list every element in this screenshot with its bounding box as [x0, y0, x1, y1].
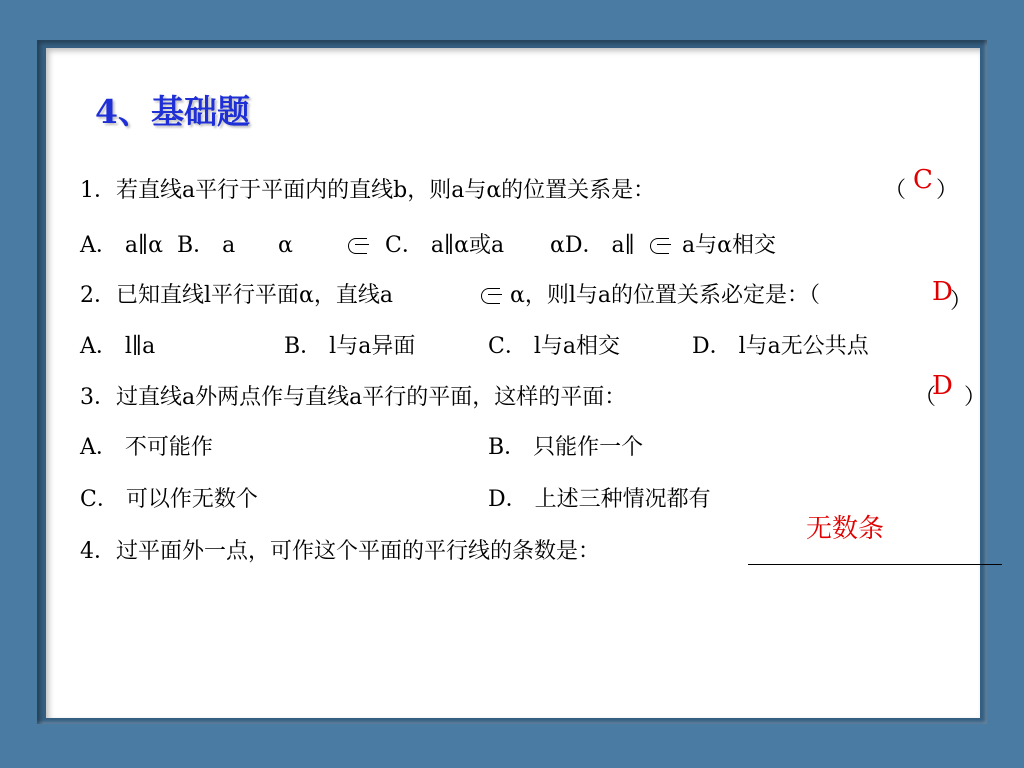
question-2-option-b: B． l与a异面: [284, 334, 416, 359]
question-3-option-d: D． 上述三种情况都有: [488, 487, 711, 512]
question-2-option-d: D． l与a无公共点: [692, 334, 869, 359]
question-2-answer: D: [932, 277, 953, 307]
question-2-stem-b: α，则l与a的位置关系必定是：（: [510, 283, 821, 308]
question-1-option-a-b: A． a∥α B． a: [80, 233, 236, 258]
question-1-paren-close: ）: [936, 178, 959, 203]
question-3-stem: 3．过直线a外两点作与直线a平行的平面，这样的平面：: [80, 385, 627, 410]
answer-blank-line: [748, 564, 1002, 565]
question-1-option-d: αD． a∥: [550, 233, 635, 258]
question-3-paren-close: ）: [964, 385, 987, 410]
slide-panel: [46, 48, 980, 718]
question-2-option-c: C． l与a相交: [488, 334, 620, 359]
question-1-option-d-tail: a与α相交: [682, 233, 776, 258]
question-1-alpha: α: [278, 233, 293, 258]
question-4-answer: 无数条: [806, 514, 885, 544]
slide-title: 4、基础题: [95, 92, 250, 131]
question-3-option-b: B． 只能作一个: [488, 435, 644, 460]
subset-icon: [481, 288, 500, 304]
question-3-option-c: C． 可以作无数个: [80, 487, 258, 512]
question-4-stem: 4．过平面外一点，可作这个平面的平行线的条数是：: [80, 539, 600, 564]
question-3-answer: D: [932, 371, 953, 401]
question-3-option-a: A． 不可能作: [80, 435, 213, 460]
question-1-paren-open: （: [884, 178, 907, 203]
question-1-stem: 1．若直线a平行于平面内的直线b，则a与α的位置关系是：: [80, 178, 656, 203]
subset-icon: [650, 238, 669, 254]
question-3-paren-open: （: [914, 385, 937, 410]
question-1-answer: C: [913, 165, 933, 195]
question-2-paren-close: ）: [950, 289, 973, 314]
question-2-option-a: A． l∥a: [80, 334, 156, 359]
subset-icon: [348, 238, 367, 254]
question-1-option-c: C． a∥α或a: [385, 233, 505, 258]
question-2-stem-a: 2．已知直线l平行平面α，直线a: [80, 283, 394, 308]
